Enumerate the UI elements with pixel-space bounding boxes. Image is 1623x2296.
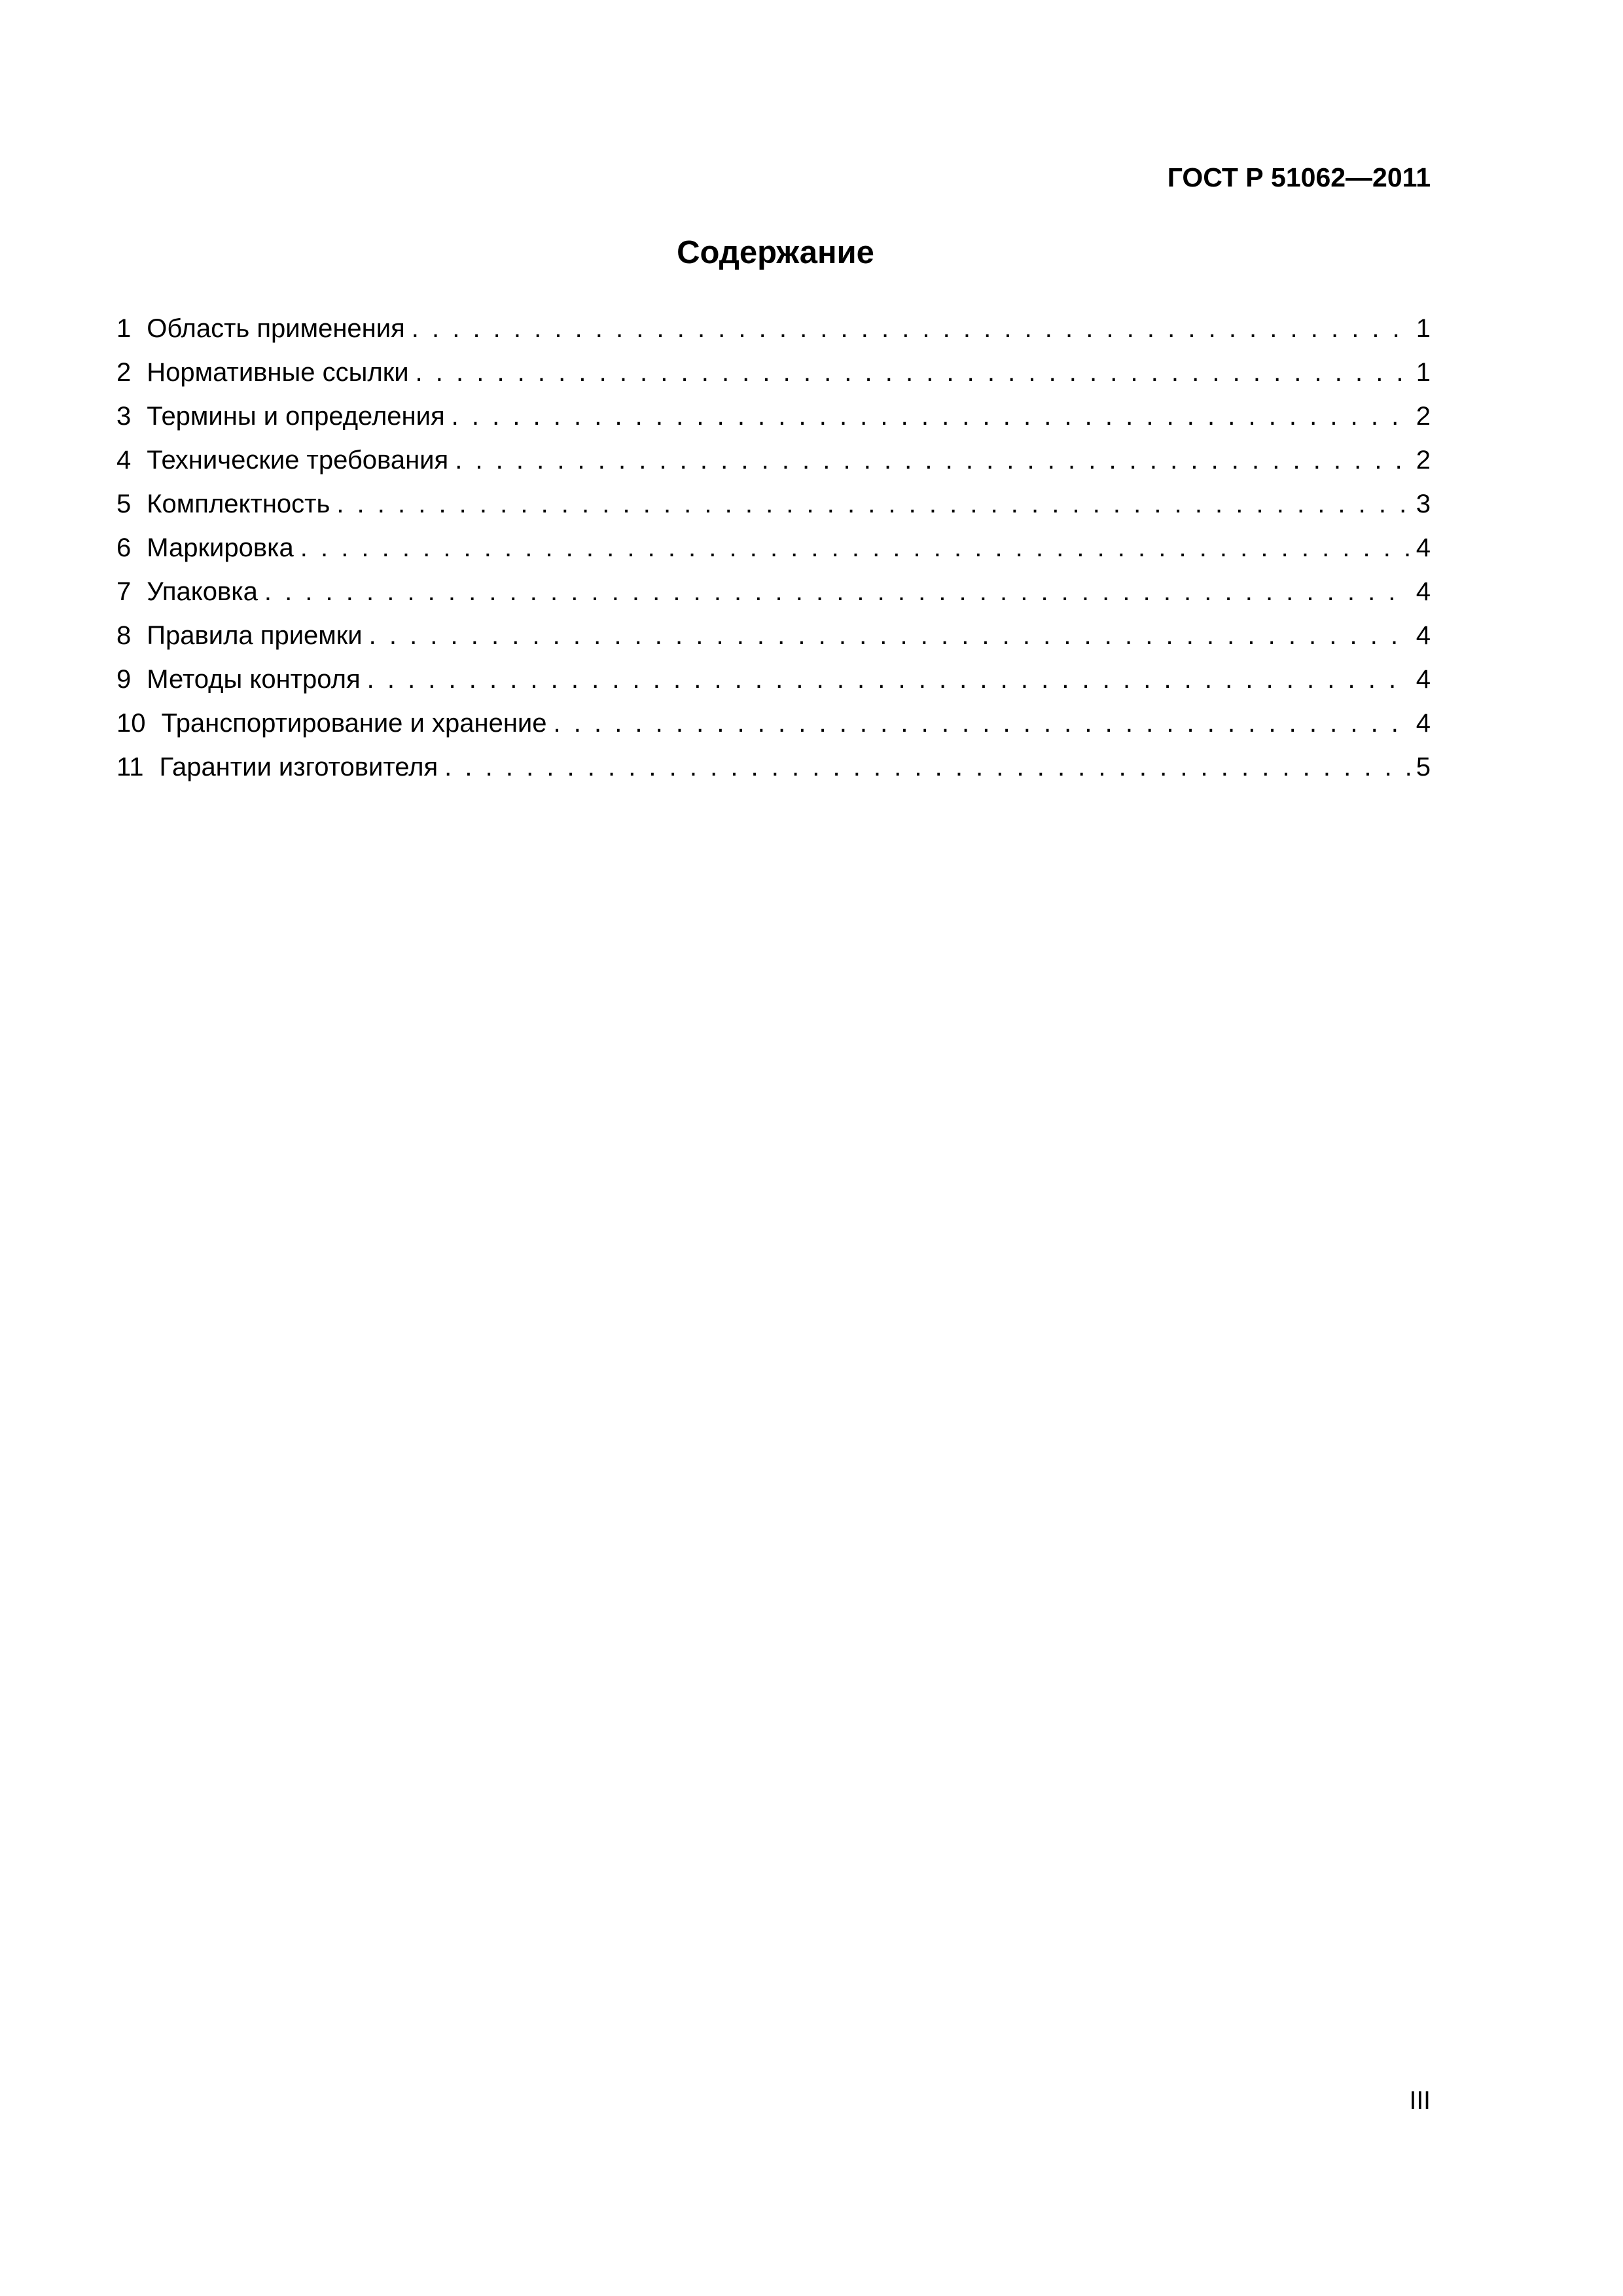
dot-leader — [412, 312, 1410, 345]
toc-entry[interactable] — [116, 312, 1431, 356]
toc-entry[interactable] — [116, 444, 1431, 488]
toc-entry[interactable] — [116, 663, 1431, 707]
toc-entry-label: Правила приемки — [147, 621, 363, 650]
toc-entry-page: 4 — [1416, 709, 1431, 738]
toc-entry[interactable] — [116, 619, 1431, 663]
toc-entry-page: 2 — [1416, 446, 1431, 475]
toc-entry-page: 4 — [1416, 533, 1431, 562]
toc-entry[interactable] — [116, 575, 1431, 619]
toc-entry-label: Транспортирование и хранение — [161, 709, 547, 738]
toc-entry-page: 4 — [1416, 577, 1431, 606]
dot-leader — [452, 400, 1410, 433]
toc-entry-label: Гарантии изготовителя — [159, 753, 438, 781]
toc-entry-number: 3 — [116, 402, 132, 431]
toc-entry-number: 9 — [116, 665, 132, 694]
dot-leader — [444, 751, 1410, 783]
toc-entry-number: 7 — [116, 577, 132, 606]
document-code: ГОСТ Р 51062—2011 — [1167, 162, 1431, 192]
dot-leader — [554, 707, 1410, 740]
toc-entry-label: Маркировка — [147, 533, 294, 562]
toc-entry-label: Упаковка — [147, 577, 258, 606]
toc-entry[interactable] — [116, 488, 1431, 531]
toc-entry-page: 4 — [1416, 665, 1431, 694]
toc-entry-number: 1 — [116, 314, 132, 343]
dot-leader — [369, 619, 1410, 652]
toc-entry-number: 8 — [116, 621, 132, 650]
toc-entry[interactable] — [116, 751, 1431, 795]
toc-entry-label: Методы контроля — [147, 665, 361, 694]
toc-entry-page: 2 — [1416, 402, 1431, 431]
table-of-contents — [116, 312, 1431, 795]
toc-entry-label: Комплектность — [147, 490, 330, 518]
toc-entry-number: 2 — [116, 358, 132, 387]
toc-entry-page: 3 — [1416, 490, 1431, 518]
toc-entry[interactable] — [116, 400, 1431, 444]
dot-leader — [336, 488, 1409, 520]
toc-entry[interactable] — [116, 707, 1431, 751]
toc-entry-label: Область применения — [147, 314, 405, 343]
dot-leader — [416, 356, 1410, 389]
toc-entry-label: Нормативные ссылки — [147, 358, 409, 387]
toc-entry[interactable] — [116, 531, 1431, 575]
toc-entry-page: 5 — [1416, 753, 1431, 781]
toc-entry-number: 5 — [116, 490, 132, 518]
toc-entry-label: Термины и определения — [147, 402, 445, 431]
toc-entry-number: 4 — [116, 446, 132, 475]
toc-entry-page: 4 — [1416, 621, 1431, 650]
page-number: III — [1409, 2087, 1431, 2115]
toc-entry-page: 1 — [1416, 358, 1431, 387]
toc-entry-label: Технические требования — [147, 446, 449, 475]
dot-leader — [300, 531, 1410, 564]
dot-leader — [264, 575, 1410, 608]
toc-entry-number: 6 — [116, 533, 132, 562]
toc-title: Содержание — [677, 235, 874, 270]
toc-entry[interactable] — [116, 356, 1431, 400]
toc-entry-number: 10 — [116, 709, 146, 738]
dot-leader — [455, 444, 1410, 476]
dot-leader — [367, 663, 1410, 696]
toc-entry-page: 1 — [1416, 314, 1431, 343]
toc-entry-number: 11 — [116, 753, 144, 781]
